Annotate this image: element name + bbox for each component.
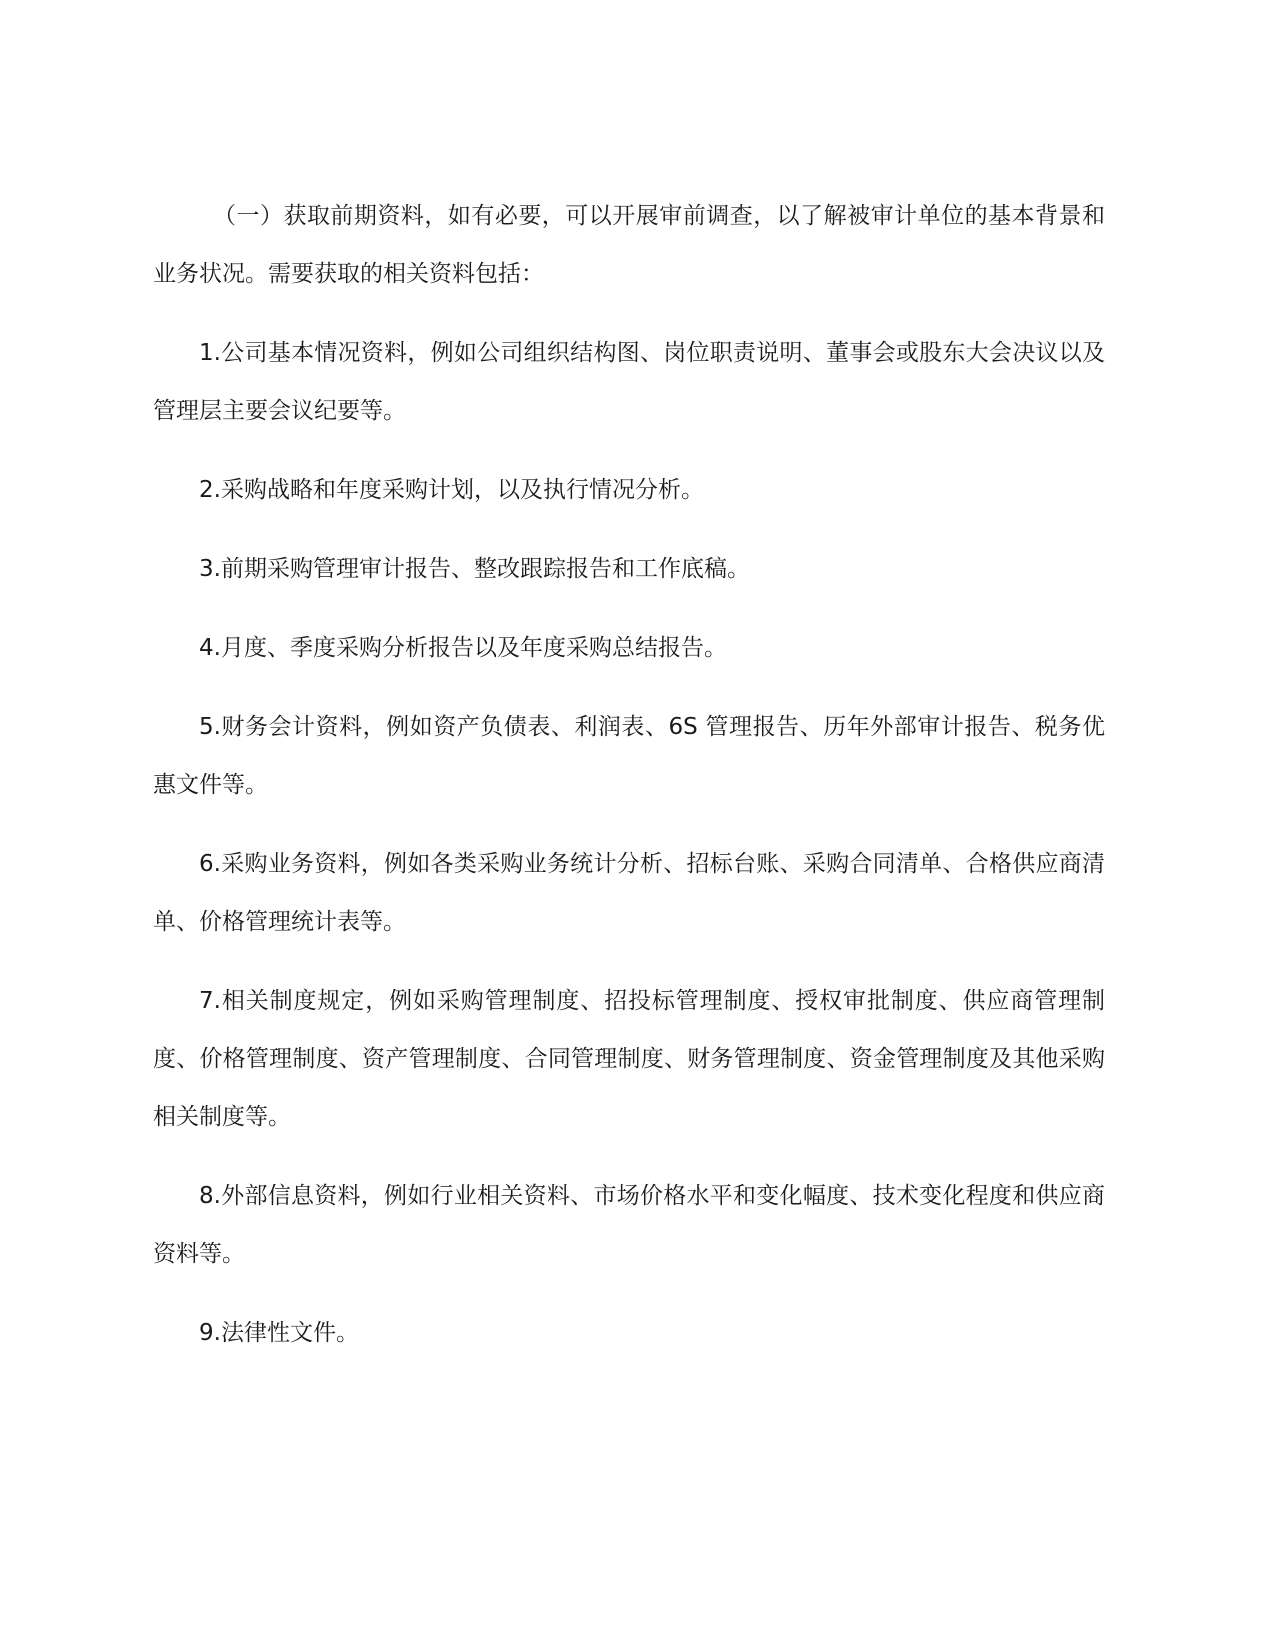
- list-item-6: 6.采购业务资料，例如各类采购业务统计分析、招标台账、采购合同清单、合格供应商清单、价格管理统计表等。: [153, 851, 1105, 935]
- list-item-7: 7.相关制度规定，例如采购管理制度、招投标管理制度、授权审批制度、供应商管理制度、价格管理制度、资产管理制度、合同管理制度、财务管理制度、资金管理制度及其他采购相关制度等。: [153, 988, 1105, 1130]
- list-item-2: 2.采购战略和年度采购计划，以及执行情况分析。: [199, 477, 704, 503]
- list-item-3: 3.前期采购管理审计报告、整改跟踪报告和工作底稿。: [199, 556, 750, 582]
- list-item-5: 5.财务会计资料，例如资产负债表、利润表、6S 管理报告、历年外部审计报告、税务优惠文件等。: [153, 714, 1105, 798]
- list-item-9: 9.法律性文件。: [199, 1320, 359, 1346]
- intro-paragraph: （一）获取前期资料，如有必要，可以开展审前调查，以了解被审计单位的基本背景和业务状况。需要获取的相关资料包括：: [153, 203, 1105, 287]
- list-item-1: 1.公司基本情况资料，例如公司组织结构图、岗位职责说明、董事会或股东大会决议以及管理层主要会议纪要等。: [153, 340, 1105, 424]
- list-item-4: 4.月度、季度采购分析报告以及年度采购总结报告。: [199, 635, 727, 661]
- document-body: [153, 187, 1105, 1383]
- list-item-8: 8.外部信息资料，例如行业相关资料、市场价格水平和变化幅度、技术变化程度和供应商资料等。: [153, 1183, 1105, 1267]
